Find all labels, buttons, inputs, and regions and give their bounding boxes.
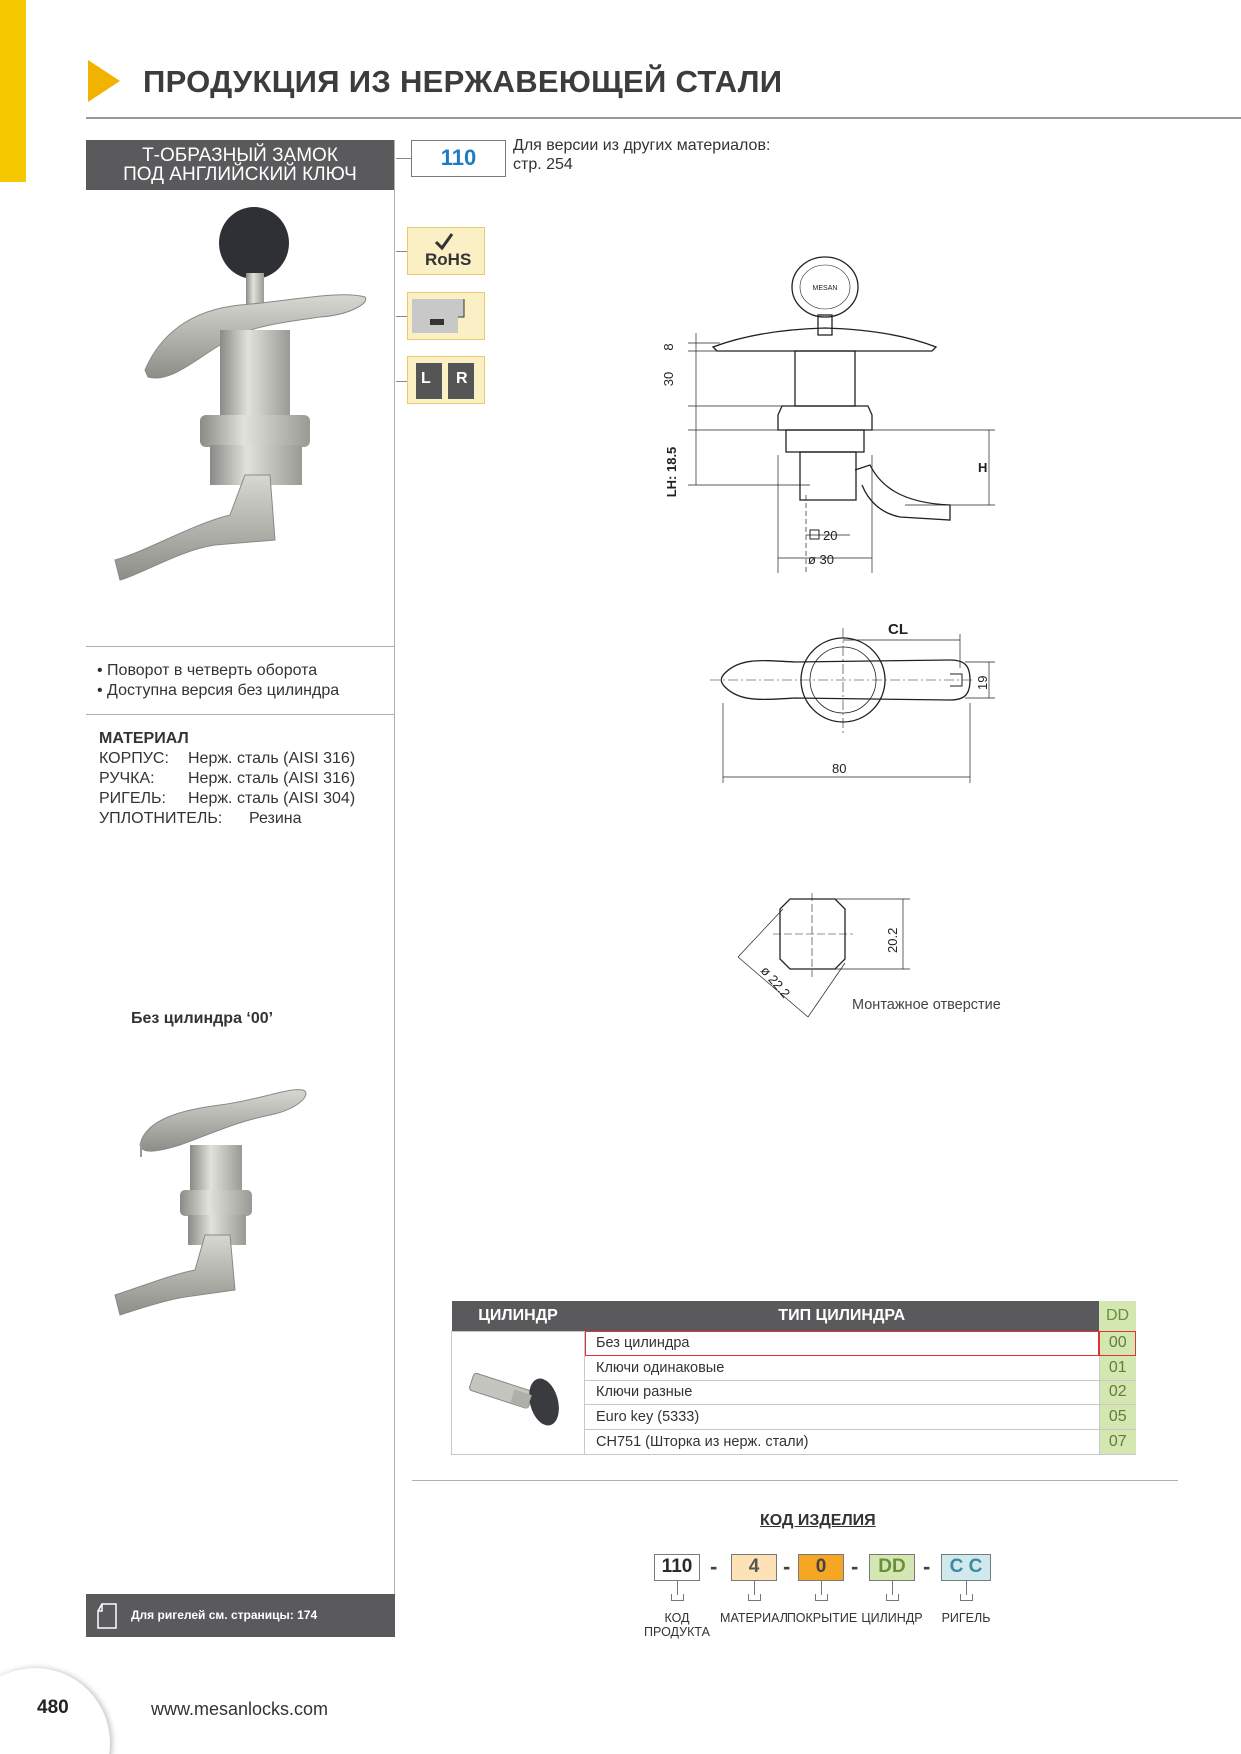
code-part-finish: 0 bbox=[798, 1554, 844, 1581]
product-title-line1: Т-ОБРАЗНЫЙ ЗАМОК bbox=[142, 145, 338, 166]
right-label: R bbox=[456, 370, 468, 387]
title-arrow-icon bbox=[88, 60, 120, 102]
page-title: ПРОДУКЦИЯ ИЗ НЕРЖАВЕЮЩЕЙ СТАЛИ bbox=[143, 64, 783, 99]
accent-strip bbox=[0, 0, 26, 182]
material-title: МАТЕРИАЛ bbox=[99, 730, 189, 747]
left-divider-2 bbox=[86, 714, 394, 715]
code-label-cylinder: ЦИЛИНДР bbox=[861, 1611, 923, 1625]
title-divider bbox=[86, 117, 1241, 119]
icon-connector bbox=[396, 381, 407, 382]
code-label-bolt: РИГЕЛЬ bbox=[941, 1611, 991, 1625]
dim-lh: LH: 18.5 bbox=[664, 446, 679, 498]
product-photo-with-key bbox=[100, 205, 380, 605]
cylinder-table bbox=[451, 1301, 1136, 1455]
code-separator: - bbox=[783, 1554, 791, 1579]
col-header-code: DD bbox=[1099, 1301, 1136, 1331]
bolts-reference-banner bbox=[86, 1594, 395, 1637]
dim-cl: CL bbox=[888, 621, 908, 638]
code-label-material: МАТЕРИАЛ bbox=[720, 1611, 788, 1625]
cylinder-code: 07 bbox=[1099, 1429, 1136, 1454]
left-divider-1 bbox=[86, 646, 394, 647]
material-row: УПЛОТНИТЕЛЬ: Резина bbox=[99, 810, 302, 827]
material-row: КОРПУС: Нерж. сталь (AISI 316) bbox=[99, 750, 356, 767]
top-view-drawing bbox=[700, 618, 1010, 788]
cylinder-code: 05 bbox=[1099, 1405, 1136, 1430]
icon-connector bbox=[396, 251, 407, 252]
dim-8: 8 bbox=[661, 343, 676, 351]
code-separator: - bbox=[923, 1554, 931, 1579]
cylinder-code: 00 bbox=[1099, 1331, 1136, 1356]
code-part-cylinder: DD bbox=[869, 1554, 915, 1581]
cylinder-code: 01 bbox=[1099, 1356, 1136, 1381]
product-code-title: КОД ИЗДЕЛИЯ bbox=[760, 1512, 876, 1529]
panel-mount-icon bbox=[407, 292, 485, 340]
document-icon bbox=[96, 1603, 118, 1629]
code-part-material: 4 bbox=[731, 1554, 777, 1581]
rohs-label: RoHS bbox=[425, 250, 472, 269]
feature-item: • Поворот в четверть оборота bbox=[97, 662, 318, 679]
side-view-drawing bbox=[640, 255, 1000, 575]
dim-h: H bbox=[978, 460, 988, 475]
other-materials-note: Для версии из других материалов: стр. 254 bbox=[513, 137, 771, 173]
col-header-type: ТИП ЦИЛИНДРА bbox=[585, 1301, 1100, 1331]
table-row bbox=[452, 1331, 1137, 1356]
cylinder-code: 02 bbox=[1099, 1380, 1136, 1405]
page-number: 480 bbox=[37, 1697, 69, 1718]
feature-list bbox=[97, 661, 339, 701]
code-part-bolt: C C bbox=[941, 1554, 991, 1581]
cylinder-type: CH751 (Шторка из нерж. стали) bbox=[585, 1429, 1100, 1454]
icon-connector bbox=[396, 316, 407, 317]
code-separator: - bbox=[710, 1554, 718, 1579]
product-title-line2: ПОД АНГЛИЙСКИЙ КЛЮЧ bbox=[123, 164, 357, 185]
code-label-product: КОД ПРОДУКТА bbox=[644, 1611, 710, 1639]
cylinder-photo bbox=[452, 1331, 585, 1454]
feature-item: • Доступна версия без цилиндра bbox=[97, 682, 340, 699]
code-separator: - bbox=[851, 1554, 859, 1579]
mounting-hole-caption: Монтажное отверстие bbox=[852, 997, 1001, 1013]
key-brand-label: MESAN bbox=[812, 285, 838, 292]
dim-80: 80 bbox=[832, 761, 847, 776]
cylinder-type: Ключи одинаковые bbox=[585, 1356, 1100, 1381]
material-row: РИГЕЛЬ: Нерж. сталь (AISI 304) bbox=[99, 790, 356, 807]
dim-diameter-22-2: ø 22.2 bbox=[757, 963, 794, 1001]
code-connector bbox=[396, 158, 411, 159]
dim-19: 19 bbox=[975, 675, 990, 690]
material-block bbox=[99, 729, 355, 829]
material-row: РУЧКА: Нерж. сталь (AISI 316) bbox=[99, 770, 356, 787]
website-link[interactable]: www.mesanlocks.com bbox=[151, 1699, 329, 1719]
product-title-banner bbox=[86, 140, 394, 190]
cylinder-type: Euro key (5333) bbox=[585, 1405, 1100, 1430]
code-label-finish: ПОКРЫТИЕ bbox=[786, 1611, 858, 1625]
cylinder-type: Ключи разные bbox=[585, 1380, 1100, 1405]
code-part-product: 110 bbox=[654, 1554, 700, 1581]
col-header-cylinder: ЦИЛИНДР bbox=[452, 1301, 585, 1331]
bolts-reference-text: Для ригелей см. страницы: 174 bbox=[131, 1608, 318, 1622]
cylinder-type: Без цилиндра bbox=[585, 1331, 1100, 1356]
dim-20-2: 20.2 bbox=[885, 927, 900, 953]
product-code-box: 110 bbox=[411, 140, 506, 177]
left-label: L bbox=[421, 370, 431, 387]
product-photo-no-cylinder bbox=[110, 1075, 320, 1335]
dim-30: 30 bbox=[661, 371, 676, 387]
column-divider bbox=[394, 140, 395, 1636]
left-right-hand-icon bbox=[407, 356, 485, 404]
rohs-badge-icon bbox=[407, 227, 485, 275]
no-cylinder-label: Без цилиндра ‘00’ bbox=[131, 1010, 274, 1027]
section-divider bbox=[412, 1480, 1178, 1481]
dim-diameter-30: ø 30 bbox=[808, 552, 835, 567]
dim-square-20: 20 bbox=[823, 528, 838, 543]
